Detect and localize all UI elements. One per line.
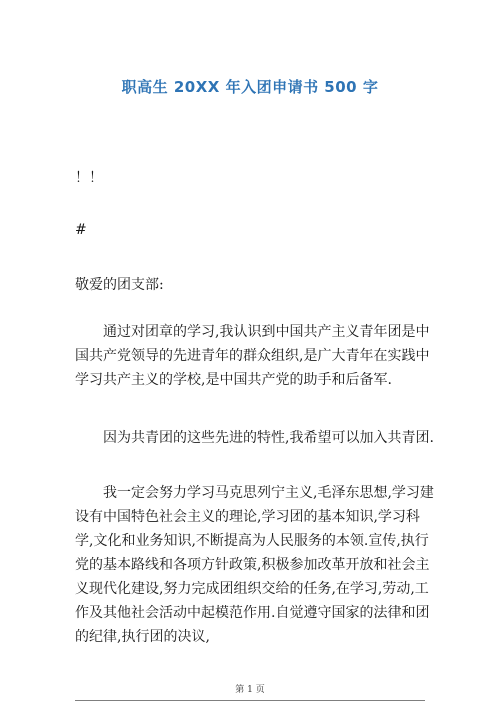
paragraph-3: 我一定会努力学习马克思列宁主义,毛泽东思想,学习建设有中国特色社会主义的理论,学习团的基本知识,学习科学,文化和业务知识,不断提高为人民服务的本领.宣传,执行党的基本路线和各项方针政策,积极参加改革开放和社会主义现代化建设,努力完成团组织交给的任务,在学习,劳动,工作及其他社会活动中起模范作用.自觉遵守国家的法律和团的纪律,执行团的决议,	[75, 485, 434, 645]
hash-line: #	[75, 222, 87, 238]
paragraph-2: 因为共青团的这些先进的特性,我希望可以加入共青团.	[103, 430, 434, 446]
document-title: 职高生 20XX 年入团申请书 500 字	[121, 78, 379, 96]
footer-divider	[75, 700, 425, 701]
paragraph-1: 通过对团章的学习,我认识到中国共产主义青年团是中国共产党领导的先进青年的群众组织,是广大青年在实践中学习共产主义的学校,是中国共产党的助手和后备军.	[75, 324, 430, 388]
exclamation-marks-line: ！！	[75, 170, 103, 186]
salutation: 敬爱的团支部:	[75, 277, 164, 293]
page-number: 第 1 页	[235, 685, 265, 695]
